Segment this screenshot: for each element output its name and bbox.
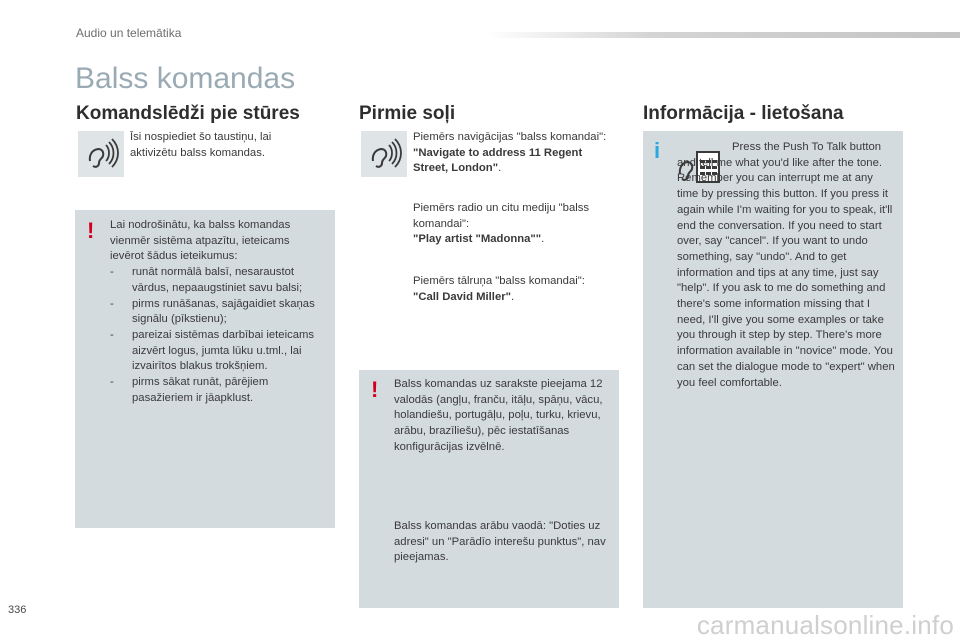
example-end: . xyxy=(498,162,502,175)
steering-heading: Komandslēdži pie stūres xyxy=(76,103,300,124)
list-item: - pirms sākat runāt, pārējiem pasažieriem ir jāapklust. xyxy=(110,376,269,404)
navigation-example xyxy=(413,130,613,177)
example-command: "Play artist "Madonna"" xyxy=(413,233,542,246)
tip-text: pareizai sistēmas darbībai ieteicams aizvērt logus, jumta lūku u.tml., lai izvairītos blakus trokšņiem. xyxy=(132,328,315,373)
languages-warning-box xyxy=(359,370,619,608)
warning-icon: ! xyxy=(87,218,95,243)
languages-text: Balss komandas uz sarakste pieejama 12 valodās (angļu, franču, itāļu, spāņu, vācu, holandiešu, portugāļu, poļu, turku, krievu, arābu, brazīliešu), pēc iestatīšanas konfigurācijas izvēlnē. xyxy=(394,378,603,453)
example-end: . xyxy=(541,233,545,246)
info-heading: Informācija - lietošana xyxy=(643,103,844,124)
example-end: . xyxy=(510,290,515,303)
tip-text: runāt normālā balsī, nesaraustot vārdus, nepaaugstiniet savu balsi; xyxy=(132,266,303,294)
tip-text: pirms runāšanas, sajāgaidiet skaņas signālu (pīkstienu); xyxy=(132,297,315,326)
example-lead: Piemērs navigācijas "balss komandai": xyxy=(413,131,607,143)
list-item: - pirms runāšanas, sajāgaidiet skaņas signālu (pīkstienu); xyxy=(110,297,315,326)
info-text: Press the Push To Talk button and tell me what you'd like after the tone. Remember you can interrupt me at any time by pressing this button. If you press it again while I'm waiting for you to speak, it'll end the conversation. If you need to start over, say "cancel". If you want to undo something, say "undo". And to get information and tips at any time, just say "help". If you ask to me do something and there's some information missing that I need, I'll give you some examples or take you through it step by step. There's more information available in "novice" mode. You can set the dialogue mode to "expert" when you feel comfortable. xyxy=(677,141,895,389)
header-rule xyxy=(486,32,960,38)
section-label: Audio un telemātika xyxy=(76,26,182,40)
steering-warning-text xyxy=(110,218,325,406)
example-command: "Call David Miller" xyxy=(413,290,511,303)
page-title: Balss komandas xyxy=(75,62,296,95)
list-item: - pareizai sistēmas darbībai ieteicams aizvērt logus, jumta lūku u.tml., lai izvairītos blakus trokšņiem. xyxy=(110,328,315,373)
example-lead: Piemērs radio un citu mediju "balss komandai": xyxy=(413,202,590,230)
media-example xyxy=(413,201,613,248)
steering-intro: Īsi nospiediet šo taustiņu, lai aktivizētu balss komandas. xyxy=(130,131,272,159)
voice-command-icon xyxy=(78,131,124,177)
info-icon: i xyxy=(654,138,661,163)
info-box xyxy=(643,131,903,608)
watermark: carmanualsonline.info xyxy=(696,610,954,640)
list-item: - runāt normālā balsī, nesaraustot vārdus, nepaaugstiniet savu balsi; xyxy=(110,266,303,294)
page-number: 336 xyxy=(8,604,27,616)
tips-list xyxy=(110,265,325,406)
example-command: "Navigate to address 11 Regent Street, London" xyxy=(413,146,583,175)
first-steps-heading: Pirmie soļi xyxy=(359,103,456,124)
steering-warning-box xyxy=(75,210,335,528)
voice-command-icon xyxy=(361,131,407,177)
arabic-note-text: Balss komandas arābu vaodā: "Doties uz adresi" un "Parādīo interešu punktus", nav pieejamas. xyxy=(394,520,606,564)
tip-text: pirms sākat runāt, pārējiem pasažieriem ir jāapklust. xyxy=(132,376,269,404)
warning-icon: ! xyxy=(371,377,379,402)
phone-example xyxy=(413,274,613,305)
example-lead: Piemērs tālruņa "balss komandai": xyxy=(413,275,585,287)
steering-warning-intro: Lai nodrošinātu, ka balss komandas vienmēr sistēma atpazītu, ieteicams ievērot šādus ieteikumus: xyxy=(110,219,291,263)
